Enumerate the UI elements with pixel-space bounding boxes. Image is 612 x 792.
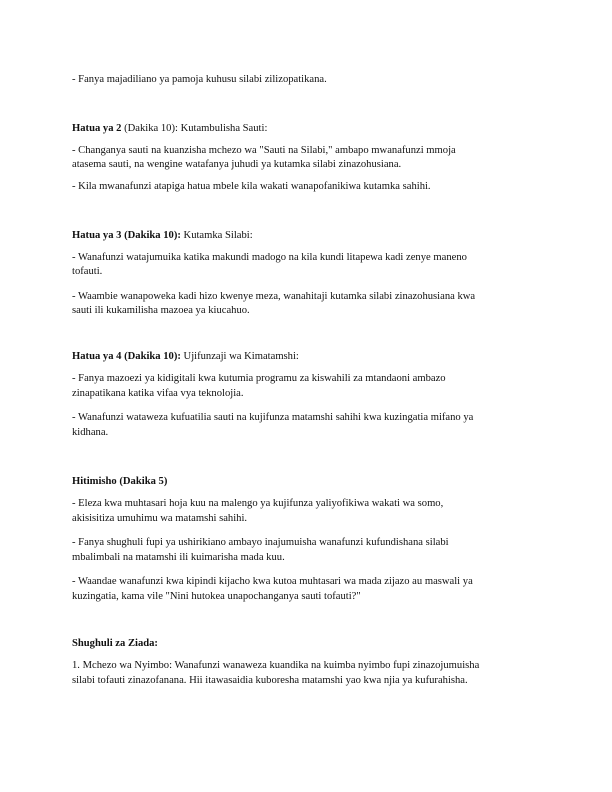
section-heading-hatua-3 bbox=[72, 230, 253, 242]
paragraph-line: silabi tofauti zinazofanana. Hii itawasaidia kuboresha matamshi yao kwa njia ya kufurahisha. bbox=[72, 675, 468, 686]
paragraph-line: - Waandae wanafunzi kwa kipindi kijacho kwa kutoa muhtasari wa mada zijazo au maswali ya bbox=[72, 576, 473, 587]
paragraph-line: - Wanafunzi wataweza kufuatilia sauti na kujifunza matamshi sahihi kwa kuzingatia mifano ya bbox=[72, 412, 474, 423]
paragraph-line: akisisitiza umuhimu wa matamshi sahihi. bbox=[72, 513, 248, 524]
intro-bullet: - Fanya majadiliano ya pamoja kuhusu silabi zilizopatikana. bbox=[72, 74, 327, 85]
paragraph-line: atasema sauti, na wengine watafanya juhudi ya kutamka silabi zinazohusiana. bbox=[72, 159, 402, 170]
heading-rest: Kutamka Silabi: bbox=[180, 230, 253, 241]
section-heading-hatua-4 bbox=[72, 351, 299, 363]
heading-bold: Hatua ya 3 (Dakika 10): bbox=[72, 230, 181, 241]
paragraph-line: - Fanya shughuli fupi ya ushirikiano ambayo inajumuisha wanafunzi kufundishana silabi bbox=[72, 537, 449, 548]
heading-rest: Ujifunzaji wa Kimatamshi: bbox=[180, 351, 299, 362]
paragraph-line: - Changanya sauti na kuanzisha mchezo wa "Sauti na Silabi," ambapo mwanafunzi mmoja bbox=[72, 145, 456, 156]
heading-rest: (Dakika 10): Kutambulisha Sauti: bbox=[121, 123, 268, 134]
paragraph-line: mbalimbali na matamshi ili kuimarisha mada kuu. bbox=[72, 552, 285, 563]
paragraph-line: kuzingatia, kama vile "Nini hutokea unapochanganya sauti tofauti?" bbox=[72, 591, 361, 602]
paragraph-line: - Fanya mazoezi ya kidigitali kwa kutumia programu za kiswahili za mtandaoni ambazo bbox=[72, 373, 446, 384]
heading-bold: Hatua ya 2 bbox=[72, 123, 122, 134]
section-heading-hitimisho bbox=[72, 476, 167, 488]
paragraph-line: - Eleza kwa muhtasari hoja kuu na malengo ya kujifunza yaliyofikiwa wakati wa somo, bbox=[72, 498, 444, 509]
paragraph-line: - Waambie wanapoweka kadi hizo kwenye meza, wanahitaji kutamka silabi zinazohusiana kwa bbox=[72, 291, 476, 302]
heading-bold: Hatua ya 4 (Dakika 10): bbox=[72, 351, 181, 362]
paragraph-line: tofauti. bbox=[72, 266, 103, 277]
heading-bold: Hitimisho (Dakika 5) bbox=[72, 476, 168, 487]
paragraph-line: - Wanafunzi watajumuika katika makundi madogo na kila kundi litapewa kadi zenye maneno bbox=[72, 252, 467, 263]
section-heading-hatua-2 bbox=[72, 123, 267, 135]
section-heading-shughuli-za-ziada bbox=[72, 638, 158, 650]
paragraph-line: - Kila mwanafunzi atapiga hatua mbele kila wakati wanapofanikiwa kutamka sahihi. bbox=[72, 181, 431, 192]
paragraph-line: kidhana. bbox=[72, 427, 109, 438]
paragraph-line: 1. Mchezo wa Nyimbo: Wanafunzi wanaweza kuandika na kuimba nyimbo fupi zinazojumuisha bbox=[72, 660, 480, 671]
paragraph-line: sauti ili kukamilisha mazoea ya kiucahuo. bbox=[72, 305, 250, 316]
heading-bold: Shughuli za Ziada: bbox=[72, 638, 158, 649]
paragraph-line: zinapatikana katika vifaa vya teknolojia. bbox=[72, 388, 244, 399]
